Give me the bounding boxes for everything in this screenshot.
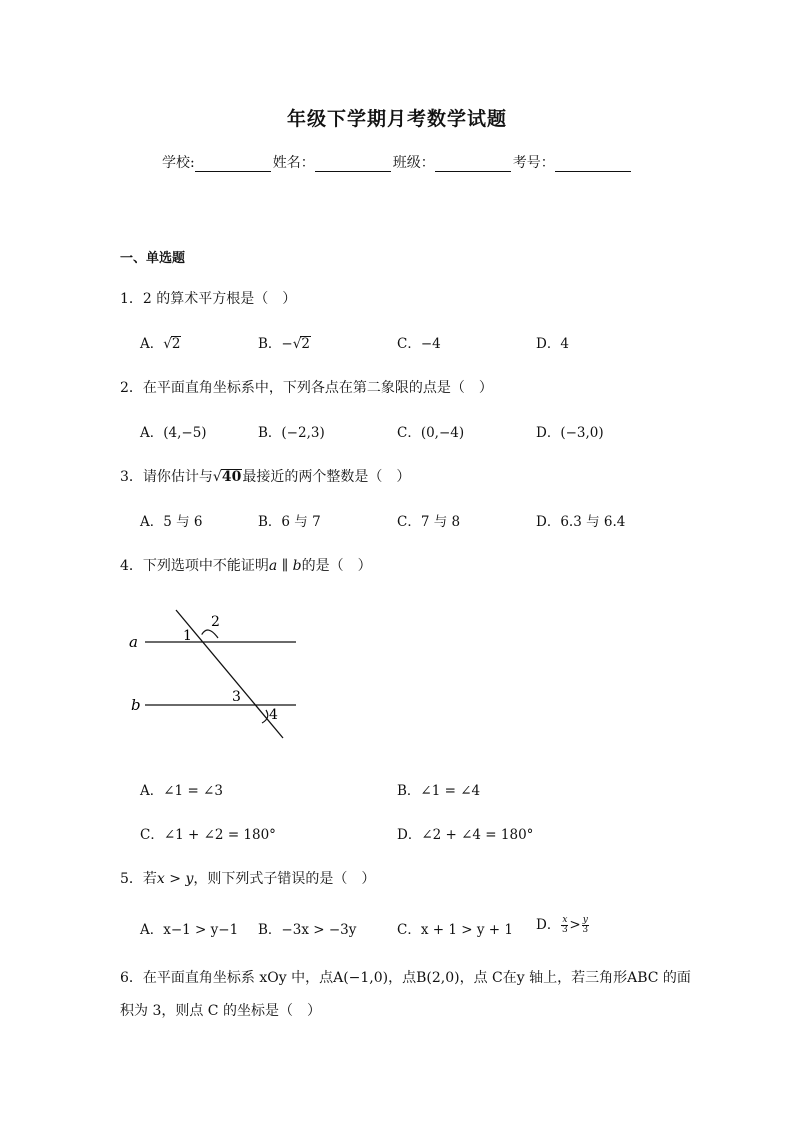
q1-option-a-label: A．	[140, 336, 164, 352]
q2-option-d: D．(−3,0)	[536, 425, 604, 441]
q5-option-d-label: D．	[536, 917, 561, 933]
question-5-stem	[120, 868, 375, 888]
angle-4-label: 4	[269, 707, 278, 723]
q4-stem-math: a ∥ b	[268, 558, 302, 574]
angle-2-label: 2	[211, 614, 220, 630]
q1-option-a	[140, 332, 181, 352]
q4-stem-suffix: 的是（ ）	[301, 558, 372, 574]
exam-id-blank[interactable]	[555, 155, 631, 172]
q1-option-a-radicand: 2	[171, 336, 181, 352]
q1-option-d: D．4	[536, 336, 569, 352]
question-6-stem-line-2: 积为 3，则点 C 的坐标是（ ）	[120, 1003, 321, 1019]
q4-stem-prefix: 4．下列选项中不能证明	[120, 558, 269, 574]
class-blank[interactable]	[435, 155, 511, 172]
parallel-lines-figure	[120, 600, 320, 750]
angle-1-label: 1	[183, 628, 192, 644]
q2-option-b: B．(−2,3)	[258, 425, 325, 441]
radical-sign-icon: √	[212, 469, 222, 485]
q4-option-b: B．∠1 = ∠4	[397, 783, 481, 799]
q4-option-a: A．∠1 = ∠3	[140, 783, 223, 799]
q2-option-a: A．(4,−5)	[140, 425, 207, 441]
q5-stem-math: x > y	[156, 871, 194, 887]
fraction-numerator: x	[562, 914, 568, 925]
q3-stem-suffix: 最接近的两个整数是（ ）	[242, 469, 411, 485]
q3-option-c: C．7 与 8	[397, 514, 461, 530]
school-blank[interactable]	[195, 155, 271, 172]
fraction-denominator: 3	[582, 925, 589, 935]
q5-option-a: A．x−1 > y−1	[140, 922, 239, 938]
q1-option-b-sign: −	[281, 336, 293, 352]
q5-stem-prefix: 5．若	[120, 871, 157, 887]
school-label: 学校:	[162, 155, 195, 171]
exam-id-label: 考号：	[512, 155, 555, 171]
line-b-label: b	[131, 696, 141, 714]
q1-option-c: C．−4	[397, 336, 441, 352]
name-label: 姓名：	[272, 155, 315, 171]
question-1-stem: 1．2 的算术平方根是（ ）	[120, 291, 297, 307]
question-3-stem	[120, 466, 410, 486]
q3-option-b: B．6 与 7	[258, 514, 321, 530]
q3-stem-prefix: 3．请你估计与	[120, 469, 213, 485]
angle-3-label: 3	[232, 689, 241, 705]
q5-stem-suffix: ，则下列式子错误的是（ ）	[193, 871, 376, 887]
angle-2-arc	[202, 630, 218, 638]
q4-option-c: C．∠1 + ∠2 = 180°	[140, 827, 276, 843]
q4-option-d: D．∠2 + ∠4 = 180°	[397, 827, 534, 843]
question-4-stem	[120, 555, 372, 575]
class-label: 班级：	[392, 155, 435, 171]
q1-option-b-label: B．	[258, 336, 282, 352]
line-a-label: a	[129, 633, 138, 651]
fraction-x-over-3	[561, 916, 568, 936]
greater-than-sign: >	[569, 917, 581, 933]
fraction-denominator: 3	[562, 925, 568, 935]
question-6-stem-line-1: 6．在平面直角坐标系 xOy 中，点A(−1,0)，点B(2,0)，点 C在y 轴上，若三角形ABC 的面	[120, 970, 691, 986]
fraction-y-over-3	[582, 916, 589, 936]
q1-option-b-radicand: 2	[301, 336, 310, 352]
radical-sign-icon: √	[163, 336, 172, 352]
q2-option-c: C．(0,−4)	[397, 425, 465, 441]
q3-option-d: D．6.3 与 6.4	[536, 514, 626, 530]
q3-radicand: 40	[221, 469, 242, 485]
name-blank[interactable]	[315, 155, 391, 172]
page-title: 年级下学期月考数学试题	[286, 108, 507, 130]
q1-option-b	[258, 332, 311, 352]
q3-option-a: A．5 与 6	[140, 514, 203, 530]
student-info-line	[162, 152, 633, 172]
radical-sign-icon: √	[292, 336, 302, 352]
fraction-numerator: y	[582, 914, 588, 925]
q5-option-d	[536, 913, 590, 935]
q5-option-b: B．−3x > −3y	[258, 922, 357, 938]
q5-option-c: C．x + 1 > y + 1	[397, 922, 513, 938]
section-heading: 一、单选题	[120, 251, 186, 266]
question-2-stem: 2．在平面直角坐标系中，下列各点在第二象限的点是（ ）	[120, 380, 493, 396]
